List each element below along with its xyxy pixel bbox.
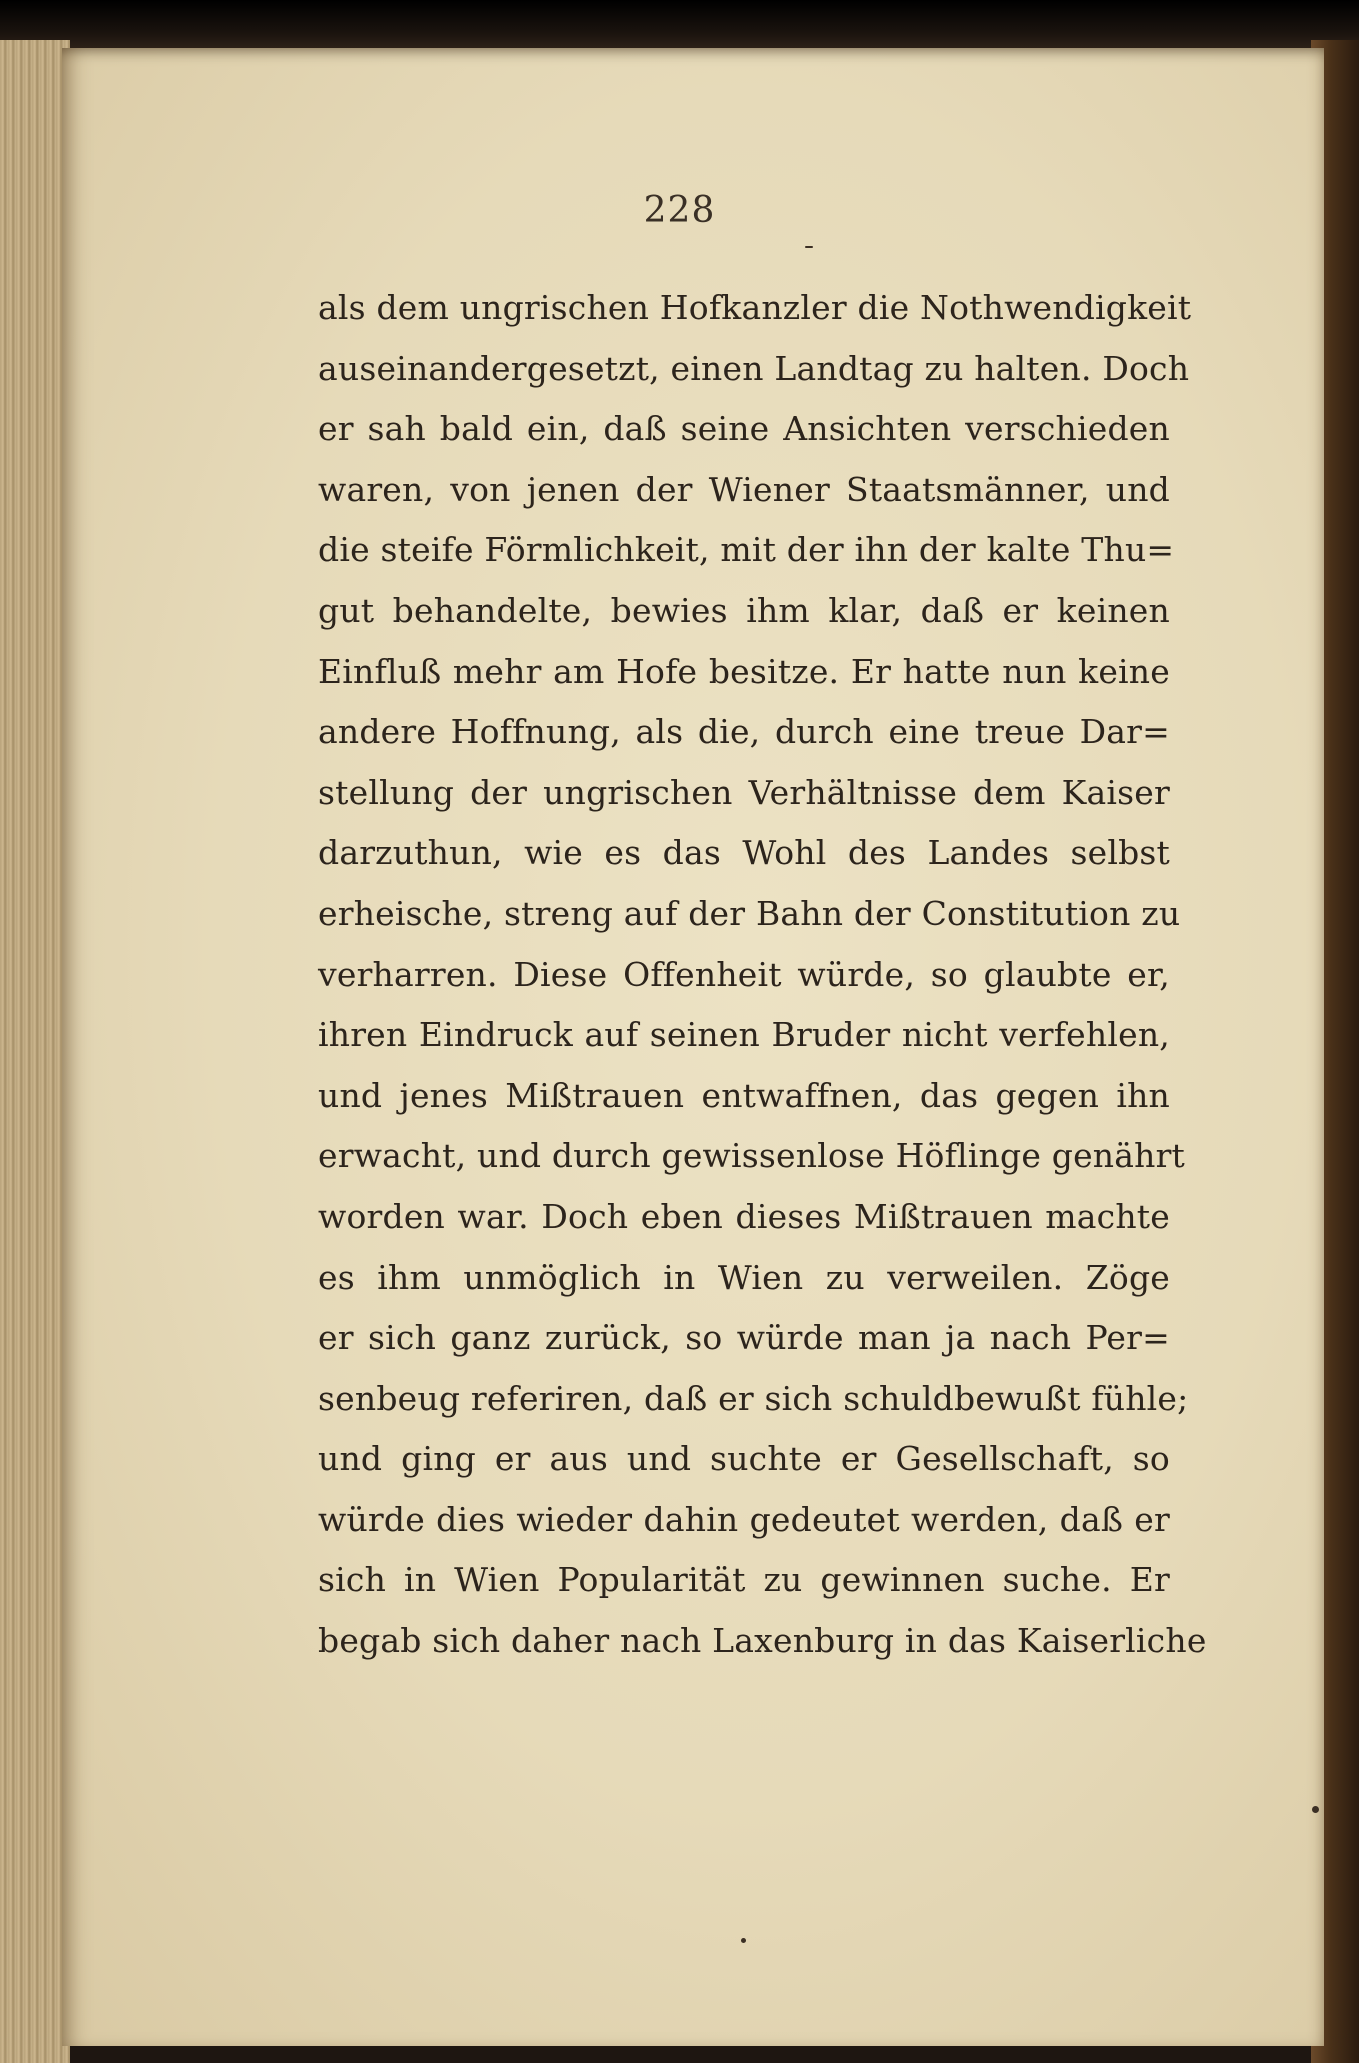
text-line: und ging er aus und suchte er Gesellschaft, so [318, 1439, 1170, 1479]
text-line: darzuthun, wie es das Wohl des Landes selbst [318, 833, 1170, 873]
ink-speck [1312, 1806, 1319, 1813]
text-line: gut behandelte, bewies ihm klar, daß er keinen [318, 590, 1170, 630]
text-line: und jenes Mißtrauen entwaffnen, das gegen ihn [318, 1075, 1170, 1115]
text-line: Einfluß mehr am Hofe besitze. Er hatte nun keine [318, 651, 1170, 691]
text-line: verharren. Diese Offenheit würde, so glaubte er, [318, 954, 1170, 994]
ink-speck [741, 1938, 746, 1943]
page-edges [0, 40, 70, 2063]
text-line: andere Hoffnung, als die, durch eine treue Dar= [318, 712, 1170, 752]
ink-speck [805, 246, 813, 248]
body-text [318, 278, 1207, 1672]
text-line: waren, von jenen der Wiener Staatsmänner, und [318, 469, 1170, 509]
text-line: ihren Eindruck auf seinen Bruder nicht verfehlen, [318, 1015, 1170, 1055]
text-line: er sah bald ein, daß seine Ansichten verschieden [318, 409, 1170, 449]
text-line: begab sich daher nach Laxenburg in das Kaiserliche [318, 1621, 1207, 1661]
text-line: er sich ganz zurück, so würde man ja nach Per= [318, 1318, 1170, 1358]
text-line: erwacht, und durch gewissenlose Höflinge genährt [318, 1136, 1186, 1176]
text-line: stellung der ungrischen Verhältnisse dem Kaiser [318, 772, 1170, 812]
text-line: senbeug referiren, daß er sich schuldbewußt fühle; [318, 1378, 1189, 1418]
text-line: die steife Förmlichkeit, mit der ihn der kalte Thu= [318, 530, 1175, 570]
text-line: sich in Wien Popularität zu gewinnen suche. Er [318, 1560, 1170, 1600]
text-line: auseinandergesetzt, einen Landtag zu halten. Doch [318, 348, 1190, 388]
text-line: würde dies wieder dahin gedeutet werden, daß er [318, 1499, 1170, 1539]
text-line: worden war. Doch eben dieses Mißtrauen machte [318, 1196, 1170, 1236]
text-line: es ihm unmöglich in Wien zu verweilen. Zöge [318, 1257, 1170, 1297]
text-line: als dem ungrischen Hofkanzler die Nothwendigkeit [318, 288, 1192, 327]
text-line: erheische, streng auf der Bahn der Constitution zu [318, 893, 1181, 933]
page-number: 228 [643, 190, 716, 231]
